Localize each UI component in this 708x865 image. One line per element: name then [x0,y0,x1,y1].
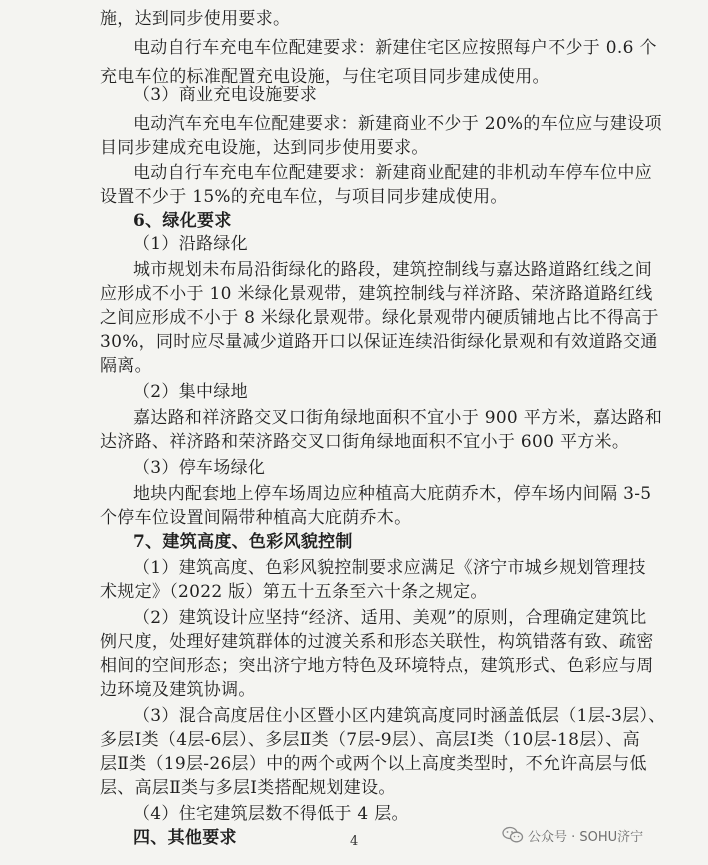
text-line: 个停车位设置间隔带种植高大庇荫乔木。 [100,508,412,528]
watermark [502,822,643,848]
text-line: 例尺度，处理好建筑群体的过渡关系和形态关联性，构筑错落有致、疏密 [100,632,654,652]
text-line: 层、高层Ⅱ类与多层Ⅰ类搭配规划建设。 [100,778,396,798]
text-line: 电动汽车充电车位配建要求：新建商业不少于 20%的车位应与建设项 [133,114,662,134]
wechat-icon [502,826,524,844]
section-heading: （1）沿路绿化 [133,234,248,254]
section-heading: （3）商业充电设施要求 [133,85,318,105]
text-line: 30%，同时应尽量减少道路开口以保证连续沿街绿化景观和有效道路交通 [100,332,658,352]
page-number: 4 [350,834,359,849]
text-line: 应形成不小于 10 米绿化景观带，建筑控制线与祥济路、荣济路道路红线 [100,284,653,304]
text-line: 多层Ⅰ类（4层-6层）、多层Ⅱ类（7层-9层）、高层Ⅰ类（10层-18层）、高 [100,730,640,750]
section-heading: （2）集中绿地 [133,382,248,402]
text-line: 术规定》（2022 版）第五十五条至六十条之规定。 [100,582,488,602]
section-heading: 6、绿化要求 [133,211,232,231]
text-line: 地块内配套地上停车场周边应种植高大庇荫乔木，停车场内间隔 3-5 [133,484,652,504]
text-line: 隔离。 [100,356,152,376]
text-line: 之间应形成不小于 8 米绿化景观带。绿化景观带内硬质铺地占比不得高于 [100,308,659,328]
text-line: （4）住宅建筑层数不得低于 4 层。 [133,804,409,824]
text-line: 目同步建成充电设施，达到同步使用要求。 [100,138,429,158]
text-line: 层Ⅱ类（19层-26层）中的两个或两个以上高度类型时，不允许高层与低 [100,754,647,774]
text-line: 城市规划未布局沿街绿化的路段，建筑控制线与嘉达路道路红线之间 [133,260,652,280]
text-line: （2）建筑设计应坚持“经济、适用、美观”的原则，合理确定建筑比 [133,608,647,628]
text-line: （1）建筑高度、色彩风貌控制要求应满足《济宁市城乡规划管理技 [133,558,646,578]
text-line: 电动自行车充电车位配建要求：新建商业配建的非机动车停车位中应 [133,163,652,183]
text-line: 达济路、祥济路和荣济路交叉口街角绿地面积不宜小于 600 平方米。 [100,432,630,452]
text-line: 嘉达路和祥济路交叉口街角绿地面积不宜小于 900 平方米，嘉达路和 [133,408,663,428]
section-heading: 四、其他要求 [133,828,237,848]
text-line: 充电车位的标准配置充电设施，与住宅项目同步建成使用。 [100,67,550,87]
text-line: 边环境及建筑协调。 [100,680,256,700]
section-heading: 7、建筑高度、色彩风貌控制 [133,532,353,552]
text-line: 相间的空间形态；突出济宁地方特色及环境特点，建筑形式、色彩应与周 [100,656,654,676]
text-line: 电动自行车充电车位配建要求：新建住宅区应按照每户不少于 0.6 个 [133,38,657,58]
watermark-text: 公众号 · SOHU济宁 [528,829,644,845]
text-line: 施，达到同步使用要求。 [100,9,291,29]
text-line: 设置不少于 15%的充电车位，与项目同步建成使用。 [100,187,508,207]
text-line: （3）混合高度居住小区暨小区内建筑高度同时涵盖低层（1层-3层）、 [133,706,666,726]
section-heading: （3）停车场绿化 [133,458,266,478]
